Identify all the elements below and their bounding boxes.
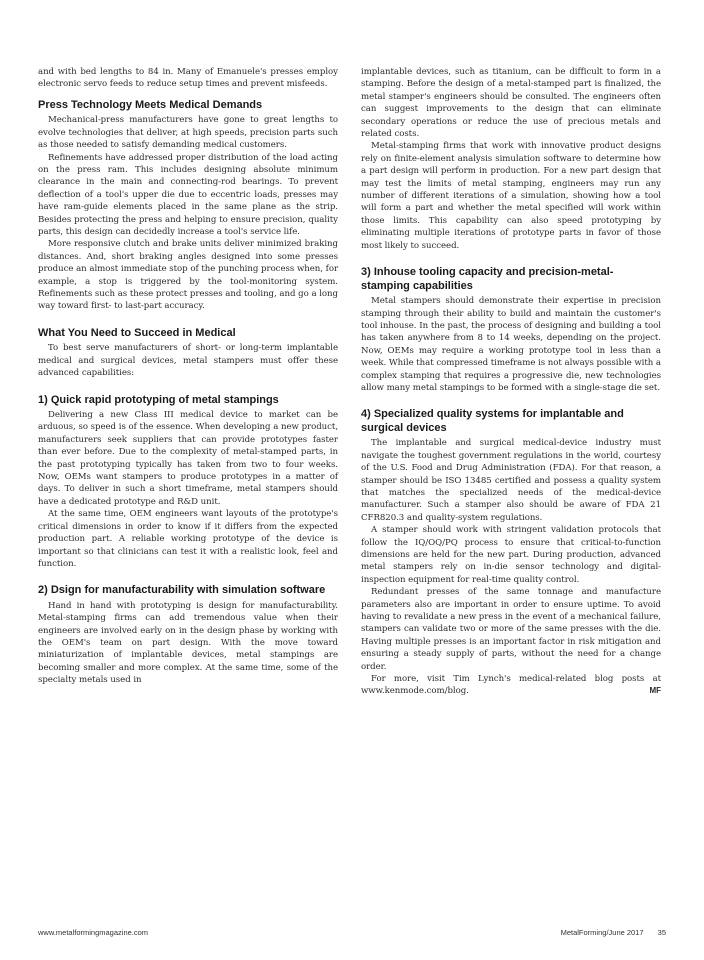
body-paragraph: Redundant presses of the same tonnage and manufacture parameters also are important in order to ensure uptime. To avoid having to revalidate a new press in the event of a mechanical failure, stampers can validate two or more of the same presses with the die. Having multiple presses is an important factor in risk mitigation and ensuring a steady supply of parts, without the need for a change order. [361,587,661,672]
section-heading-rapid-prototyping: 1) Quick rapid prototyping of metal stampings [38,393,279,406]
left-column [38,66,338,687]
footer-website-url: www.metalformingmagazine.com [38,928,149,937]
closing-paragraph [361,673,661,698]
section-heading-inhouse-tooling: 3) Inhouse tooling capacity and precision-metal-stamping capabilities [361,266,614,292]
section-heading-press-technology: Press Technology Meets Medical Demands [38,98,263,111]
footer-right [561,928,666,937]
page-number: 35 [657,928,666,937]
body-paragraph: To best serve manufacturers of short- or long-term implantable medical and surgical devices, metal stampers must offer these advanced capabilities: [38,343,338,379]
body-paragraph: Metal-stamping firms that work with innovative product designs rely on finite-element analysis simulation software to determine how a part design will perform in production. For a new part design that may test the limits of metal stamping, engineers may run any number of different iterations of a simulation, showing how a tool will form a part and whether the metal specified will work within those limits. This capability can also speed prototyping by eliminating multiple iterations of prototype parts in favor of those most likely to succeed. [361,141,661,251]
body-paragraph: Mechanical-press manufacturers have gone to great lengths to evolve technologies that deliver, at high speeds, precision parts such as those needed to satisfy demanding medical customers. [38,115,338,151]
body-paragraph: implantable devices, such as titanium, can be difficult to form in a stamping. Before the design of a metal-stamped part is finalized, the metal stamper's engineers should be consulted. The engineers often can suggest improvements to the design that can eliminate secondary operations or reduce the use of precious metals and related costs. [361,67,661,140]
right-column [361,66,661,698]
page-footer [38,928,666,940]
footer-issue-label: MetalForming/June 2017 [560,928,644,937]
body-paragraph: Refinements have addressed proper distribution of the load acting on the press ram. This includes designing absolute minimum clearance in the main and connecting-rod bearings. To prevent deflection of a tool's upper die due to eccentric loads, presses may have ram-guide elements placed in the same plane as the strip. Besides protecting the press and helping to ensure precision, quality parts, this design can decidedly increase a tool's service life. [38,152,338,237]
section-heading-quality-systems: 4) Specialized quality systems for implantable and surgical devices [361,408,624,434]
blog-reference-text: For more, visit Tim Lynch's medical-related blog posts at www.kenmode.com/blog. [361,674,661,697]
section-heading-succeed-in-medical: What You Need to Succeed in Medical [38,326,236,339]
section-heading-design-for-manufacturability: 2) Dsign for manufacturability with simulation software [38,584,326,597]
body-paragraph: and with bed lengths to 84 in. Many of Emanuele's presses employ electronic servo feeds to reduce setup times and prevent misfeeds. [38,67,338,90]
body-paragraph: Hand in hand with prototyping is design for manufacturability. Metal-stamping firms can add tremendous value when their engineers are involved early on in the design phase by working with the OEM's team on part design. With the move toward miniaturization of implantable devices, metal stampings are becoming smaller and more complex. At the same time, some of the specialty metals used in [38,600,338,686]
body-paragraph: Delivering a new Class III medical device to market can be arduous, so speed is of the essence. When developing a new product, manufacturers seek suppliers that can provide prototypes faster than ever before. Due to the complexity of metal-stamped parts, in the past prototyping typically has taken from two to four weeks. Now, OEMs want stampers to produce prototypes in a matter of days. To deliver in such a short timeframe, metal stampers should have a dedicated prototype and R&D unit. [38,410,338,507]
body-paragraph: The implantable and surgical medical-device industry must navigate the toughest government regulations in the world, courtesy of the U.S. Food and Drug Administration (FDA). For that reason, a stamper should be ISO 13485 certified and possess a quality system that matches the specialized needs of the medical-device manufacturer. Such a stamper also should be aware of FDA 21 CFR820.3 and quality-system regulations. [361,438,661,523]
body-paragraph: At the same time, OEM engineers want layouts of the prototype's critical dimensions in order to know if it differs from the expected production part. A reliable working prototype of the device is important so that clinicians can test it with a realistic look, feel and function. [38,509,338,569]
end-of-article-mark: MF [649,686,661,696]
body-paragraph: Metal stampers should demonstrate their expertise in precision stamping through their ability to build and maintain the customer's tool inhouse. In the past, the process of designing and building a tool has taken anywhere from 8 to 14 weeks, depending on the project. Now, OEMs may require a working prototype tool in less than a week. While that compressed timeframe is not always possible with a complex stamping that requires a progressive die, new technologies allow many metal stampings to be formed with a single-stage die set. [361,296,662,393]
body-paragraph: More responsive clutch and brake units deliver minimized braking distances. And, short braking angles designed into some presses produce an almost immediate stop of the punching process when, for example, a stop is triggered by the tool-monitoring system. Refinements such as these protect presses and tooling, and go a long way toward first- to last-part accuracy. [38,239,338,312]
body-paragraph: A stamper should work with stringent validation protocols that follow the IQ/OQ/PQ process to ensure that critical-to-function dimensions are held for the new part. During production, advanced metal stampers rely on in-die sensor technology and digital-inspection equipment for real-time quality control. [361,525,661,585]
